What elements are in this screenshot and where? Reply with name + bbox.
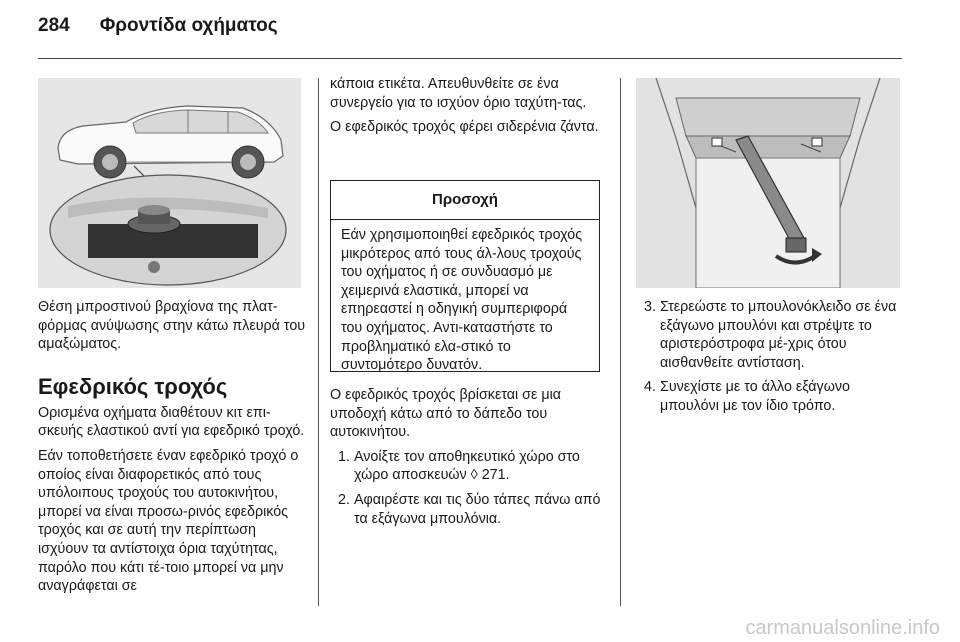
paragraph: κάποια ετικέτα. Απευθυνθείτε σε ένα συνεργείο για το ισχύον όριο ταχύτη-τας. xyxy=(330,76,587,111)
list-item xyxy=(636,378,906,415)
step-number: 3. xyxy=(644,299,656,315)
middle-column-bottom xyxy=(330,386,606,534)
paragraph: Ο εφεδρικός τροχός βρίσκεται σε μια υποδοχή κάτω από το δάπεδο του αυτοκινήτου. xyxy=(330,387,562,441)
spare-wheel-illustration xyxy=(636,78,900,288)
section-title: Εφεδρικός τροχός xyxy=(38,373,228,399)
page-title: Φροντίδα οχήματος xyxy=(99,15,278,36)
column-divider-right xyxy=(620,78,621,606)
warning-text: Εάν χρησιμοποιηθεί εφεδρικός τροχός μικρότερος από τους άλ-λους τροχούς του οχήματος ή σε συνδυασμό με χειμερινά ελαστικά, μπορεί να επηρεαστεί η οδηγική συμπεριφορά του οχήματος. Αντι-καταστήστε το προβληματικό ελα-στικό το συντομότερο δυνατόν. xyxy=(341,227,583,374)
step-number: 4. xyxy=(644,379,656,396)
step-text: Ανοίξτε τον αποθηκευτικό χώρο στο χώρο αποσκευών ◊ 271. xyxy=(354,448,580,484)
lift-point-drawing xyxy=(38,78,301,288)
step-text: Αφαιρέστε και τις δύο τάπες πάνω από τα εξάγωνα μπουλόνια. xyxy=(354,491,601,527)
list-item xyxy=(636,298,906,372)
right-column xyxy=(636,298,906,422)
step-text: Στερεώστε το μπουλονόκλειδο σε ένα εξάγωνο μπουλόνι και στρέψτε το αριστερόστροφα μέ-χρις ότου αισθανθείτε αντίσταση. xyxy=(660,299,897,371)
step-number: 1. xyxy=(338,448,350,465)
left-column xyxy=(38,298,306,596)
steps-list xyxy=(636,298,906,416)
page-number: 284 xyxy=(38,15,70,36)
step-number: 2. xyxy=(338,491,350,508)
page-header xyxy=(38,15,278,37)
paragraph: Ορισμένα οχήματα διαθέτουν κιτ επι-σκευής ελαστικού αντί για εφεδρικό τροχό. xyxy=(38,404,305,440)
wrench-drawing xyxy=(636,78,900,288)
steps-list xyxy=(330,448,606,528)
watermark: carmanualsonline.info xyxy=(745,617,940,639)
figure-caption: Θέση μπροστινού βραχίονα της πλατ-φόρμας ανύψωσης στην κάτω πλευρά του αμαξώματος. xyxy=(38,299,306,353)
lift-point-illustration xyxy=(38,78,301,288)
middle-column-top xyxy=(330,75,602,137)
warning-box xyxy=(330,180,600,372)
paragraph: Ο εφεδρικός τροχός φέρει σιδερένια ζάντα. xyxy=(330,119,599,136)
list-item xyxy=(330,448,606,485)
list-item xyxy=(330,491,606,528)
step-text: Συνεχίστε με το άλλο εξάγωνο μπουλόνι με τον ίδιο τρόπο. xyxy=(660,379,850,414)
column-divider-left xyxy=(318,78,319,606)
warning-title: Προσοχή xyxy=(331,181,599,220)
header-rule xyxy=(38,58,902,59)
paragraph: Εάν τοποθετήσετε έναν εφεδρικό τροχό ο οποίος είναι διαφορετικός από τους υπόλοιπους τροχούς του αυτοκινήτου, μπορεί να είναι προσω-ρινός εφεδρικός τροχός και σε αυτή την περίπτωση ισχύουν τα αντίστοιχα όρια ταχύτητας, παρόλο που κάτι τέ-τοιο μπορεί να μην αναγράφεται σε xyxy=(38,447,299,595)
